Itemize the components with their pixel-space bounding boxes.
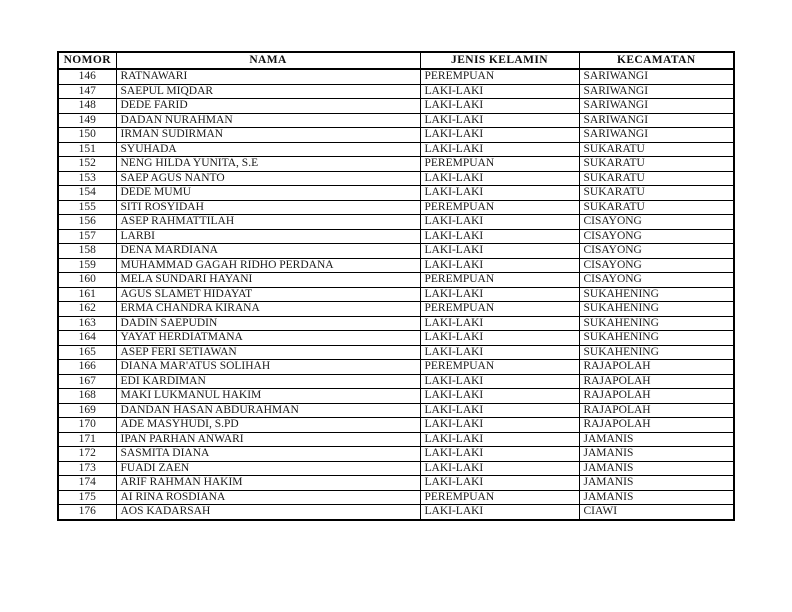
cell-jenis_kelamin: LAKI-LAKI [420, 316, 579, 331]
cell-jenis_kelamin: LAKI-LAKI [420, 128, 579, 143]
table-header [58, 52, 734, 69]
cell-nama: IPAN PARHAN ANWARI [116, 432, 420, 447]
cell-jenis_kelamin: LAKI-LAKI [420, 331, 579, 346]
cell-jenis_kelamin: LAKI-LAKI [420, 461, 579, 476]
cell-nama: DEDE FARID [116, 99, 420, 114]
cell-jenis_kelamin: LAKI-LAKI [420, 84, 579, 99]
table-body [58, 69, 734, 520]
cell-nomor: 175 [58, 490, 116, 505]
table-row [58, 157, 734, 172]
cell-jenis_kelamin: PEREMPUAN [420, 360, 579, 375]
cell-kecamatan: SUKAHENING [579, 331, 734, 346]
cell-nama: AI RINA ROSDIANA [116, 490, 420, 505]
cell-nama: ARIF RAHMAN HAKIM [116, 476, 420, 491]
cell-kecamatan: JAMANIS [579, 476, 734, 491]
cell-nama: RATNAWARI [116, 69, 420, 84]
cell-kecamatan: JAMANIS [579, 447, 734, 462]
cell-kecamatan: SUKAHENING [579, 316, 734, 331]
table-row [58, 403, 734, 418]
table-row [58, 229, 734, 244]
table-row [58, 215, 734, 230]
cell-kecamatan: SUKARATU [579, 186, 734, 201]
cell-nama: DEDE MUMU [116, 186, 420, 201]
cell-jenis_kelamin: LAKI-LAKI [420, 229, 579, 244]
cell-kecamatan: RAJAPOLAH [579, 360, 734, 375]
cell-nama: DANDAN HASAN ABDURAHMAN [116, 403, 420, 418]
cell-nama: MAKI LUKMANUL HAKIM [116, 389, 420, 404]
cell-nomor: 155 [58, 200, 116, 215]
cell-kecamatan: JAMANIS [579, 432, 734, 447]
column-header-nomor: NOMOR [58, 52, 116, 69]
cell-nama: IRMAN SUDIRMAN [116, 128, 420, 143]
table-row [58, 258, 734, 273]
cell-jenis_kelamin: LAKI-LAKI [420, 432, 579, 447]
cell-nama: DENA MARDIANA [116, 244, 420, 259]
cell-nomor: 161 [58, 287, 116, 302]
cell-jenis_kelamin: LAKI-LAKI [420, 374, 579, 389]
table-row [58, 244, 734, 259]
table-row [58, 505, 734, 520]
table-header-row [58, 52, 734, 69]
cell-nomor: 165 [58, 345, 116, 360]
table-row [58, 99, 734, 114]
table-row [58, 418, 734, 433]
cell-jenis_kelamin: PEREMPUAN [420, 302, 579, 317]
cell-nama: SYUHADA [116, 142, 420, 157]
cell-kecamatan: CISAYONG [579, 273, 734, 288]
cell-kecamatan: SARIWANGI [579, 113, 734, 128]
table-row [58, 186, 734, 201]
cell-nama: ASEP FERI SETIAWAN [116, 345, 420, 360]
cell-nama: DIANA MAR'ATUS SOLIHAH [116, 360, 420, 375]
cell-nomor: 172 [58, 447, 116, 462]
cell-kecamatan: CISAYONG [579, 244, 734, 259]
cell-nama: SAEP AGUS NANTO [116, 171, 420, 186]
cell-jenis_kelamin: LAKI-LAKI [420, 505, 579, 520]
table-row [58, 142, 734, 157]
cell-nama: DADIN SAEPUDIN [116, 316, 420, 331]
cell-nomor: 176 [58, 505, 116, 520]
cell-jenis_kelamin: PEREMPUAN [420, 273, 579, 288]
cell-kecamatan: CISAYONG [579, 229, 734, 244]
cell-jenis_kelamin: LAKI-LAKI [420, 99, 579, 114]
cell-kecamatan: JAMANIS [579, 490, 734, 505]
cell-nomor: 152 [58, 157, 116, 172]
table-row [58, 84, 734, 99]
cell-nomor: 158 [58, 244, 116, 259]
cell-nama: MELA SUNDARI HAYANI [116, 273, 420, 288]
table-row [58, 113, 734, 128]
cell-nama: SITI ROSYIDAH [116, 200, 420, 215]
cell-jenis_kelamin: LAKI-LAKI [420, 389, 579, 404]
cell-nomor: 169 [58, 403, 116, 418]
cell-nomor: 168 [58, 389, 116, 404]
cell-nomor: 146 [58, 69, 116, 84]
cell-nomor: 149 [58, 113, 116, 128]
cell-kecamatan: SARIWANGI [579, 84, 734, 99]
cell-nama: DADAN NURAHMAN [116, 113, 420, 128]
cell-nomor: 156 [58, 215, 116, 230]
cell-kecamatan: SUKAHENING [579, 287, 734, 302]
cell-jenis_kelamin: LAKI-LAKI [420, 186, 579, 201]
cell-nomor: 164 [58, 331, 116, 346]
cell-nomor: 150 [58, 128, 116, 143]
cell-jenis_kelamin: LAKI-LAKI [420, 258, 579, 273]
cell-kecamatan: CIAWI [579, 505, 734, 520]
cell-kecamatan: JAMANIS [579, 461, 734, 476]
cell-nomor: 147 [58, 84, 116, 99]
cell-kecamatan: RAJAPOLAH [579, 374, 734, 389]
table-row [58, 374, 734, 389]
cell-kecamatan: RAJAPOLAH [579, 418, 734, 433]
table-row [58, 360, 734, 375]
cell-nomor: 148 [58, 99, 116, 114]
cell-jenis_kelamin: LAKI-LAKI [420, 113, 579, 128]
cell-nomor: 170 [58, 418, 116, 433]
cell-kecamatan: CISAYONG [579, 215, 734, 230]
cell-nomor: 167 [58, 374, 116, 389]
cell-nomor: 157 [58, 229, 116, 244]
cell-nama: ERMA CHANDRA KIRANA [116, 302, 420, 317]
cell-kecamatan: SARIWANGI [579, 128, 734, 143]
table-row [58, 432, 734, 447]
cell-jenis_kelamin: LAKI-LAKI [420, 244, 579, 259]
cell-jenis_kelamin: PEREMPUAN [420, 69, 579, 84]
cell-kecamatan: SUKARATU [579, 200, 734, 215]
cell-jenis_kelamin: LAKI-LAKI [420, 403, 579, 418]
cell-kecamatan: SARIWANGI [579, 99, 734, 114]
cell-nama: YAYAT HERDIATMANA [116, 331, 420, 346]
cell-kecamatan: SUKARATU [579, 142, 734, 157]
cell-nama: AGUS SLAMET HIDAYAT [116, 287, 420, 302]
cell-nomor: 166 [58, 360, 116, 375]
table-row [58, 316, 734, 331]
cell-jenis_kelamin: PEREMPUAN [420, 200, 579, 215]
cell-nama: MUHAMMAD GAGAH RIDHO PERDANA [116, 258, 420, 273]
table-row [58, 171, 734, 186]
cell-nomor: 154 [58, 186, 116, 201]
cell-nomor: 153 [58, 171, 116, 186]
cell-nama: ADE MASYHUDI, S.PD [116, 418, 420, 433]
cell-nomor: 163 [58, 316, 116, 331]
cell-nomor: 160 [58, 273, 116, 288]
cell-jenis_kelamin: LAKI-LAKI [420, 215, 579, 230]
table-row [58, 200, 734, 215]
table-row [58, 331, 734, 346]
cell-jenis_kelamin: LAKI-LAKI [420, 476, 579, 491]
cell-kecamatan: RAJAPOLAH [579, 389, 734, 404]
table-row [58, 302, 734, 317]
table-row [58, 389, 734, 404]
cell-jenis_kelamin: LAKI-LAKI [420, 345, 579, 360]
table-row [58, 490, 734, 505]
cell-kecamatan: CISAYONG [579, 258, 734, 273]
cell-nomor: 173 [58, 461, 116, 476]
table-row [58, 273, 734, 288]
cell-jenis_kelamin: PEREMPUAN [420, 490, 579, 505]
cell-nama: LARBI [116, 229, 420, 244]
cell-kecamatan: SARIWANGI [579, 69, 734, 84]
cell-jenis_kelamin: LAKI-LAKI [420, 142, 579, 157]
cell-nomor: 151 [58, 142, 116, 157]
table-row [58, 345, 734, 360]
cell-nomor: 174 [58, 476, 116, 491]
cell-nomor: 171 [58, 432, 116, 447]
cell-nama: AOS KADARSAH [116, 505, 420, 520]
table-row [58, 69, 734, 84]
column-header-kecamatan: KECAMATAN [579, 52, 734, 69]
cell-jenis_kelamin: LAKI-LAKI [420, 418, 579, 433]
cell-kecamatan: SUKAHENING [579, 345, 734, 360]
cell-kecamatan: SUKAHENING [579, 302, 734, 317]
column-header-nama: NAMA [116, 52, 420, 69]
cell-jenis_kelamin: LAKI-LAKI [420, 447, 579, 462]
table-row [58, 461, 734, 476]
table-row [58, 476, 734, 491]
cell-nama: SAEPUL MIQDAR [116, 84, 420, 99]
cell-nama: EDI KARDIMAN [116, 374, 420, 389]
cell-jenis_kelamin: LAKI-LAKI [420, 287, 579, 302]
table-row [58, 287, 734, 302]
cell-nama: NENG HILDA YUNITA, S.E [116, 157, 420, 172]
cell-nomor: 162 [58, 302, 116, 317]
table-row [58, 128, 734, 143]
cell-kecamatan: SUKARATU [579, 171, 734, 186]
cell-jenis_kelamin: PEREMPUAN [420, 157, 579, 172]
cell-nama: ASEP RAHMATTILAH [116, 215, 420, 230]
cell-nomor: 159 [58, 258, 116, 273]
cell-jenis_kelamin: LAKI-LAKI [420, 171, 579, 186]
voter-roster-table [57, 51, 735, 521]
cell-nama: FUADI ZAEN [116, 461, 420, 476]
cell-nama: SASMITA DIANA [116, 447, 420, 462]
table-row [58, 447, 734, 462]
cell-kecamatan: RAJAPOLAH [579, 403, 734, 418]
column-header-jenis-kelamin: JENIS KELAMIN [420, 52, 579, 69]
cell-kecamatan: SUKARATU [579, 157, 734, 172]
